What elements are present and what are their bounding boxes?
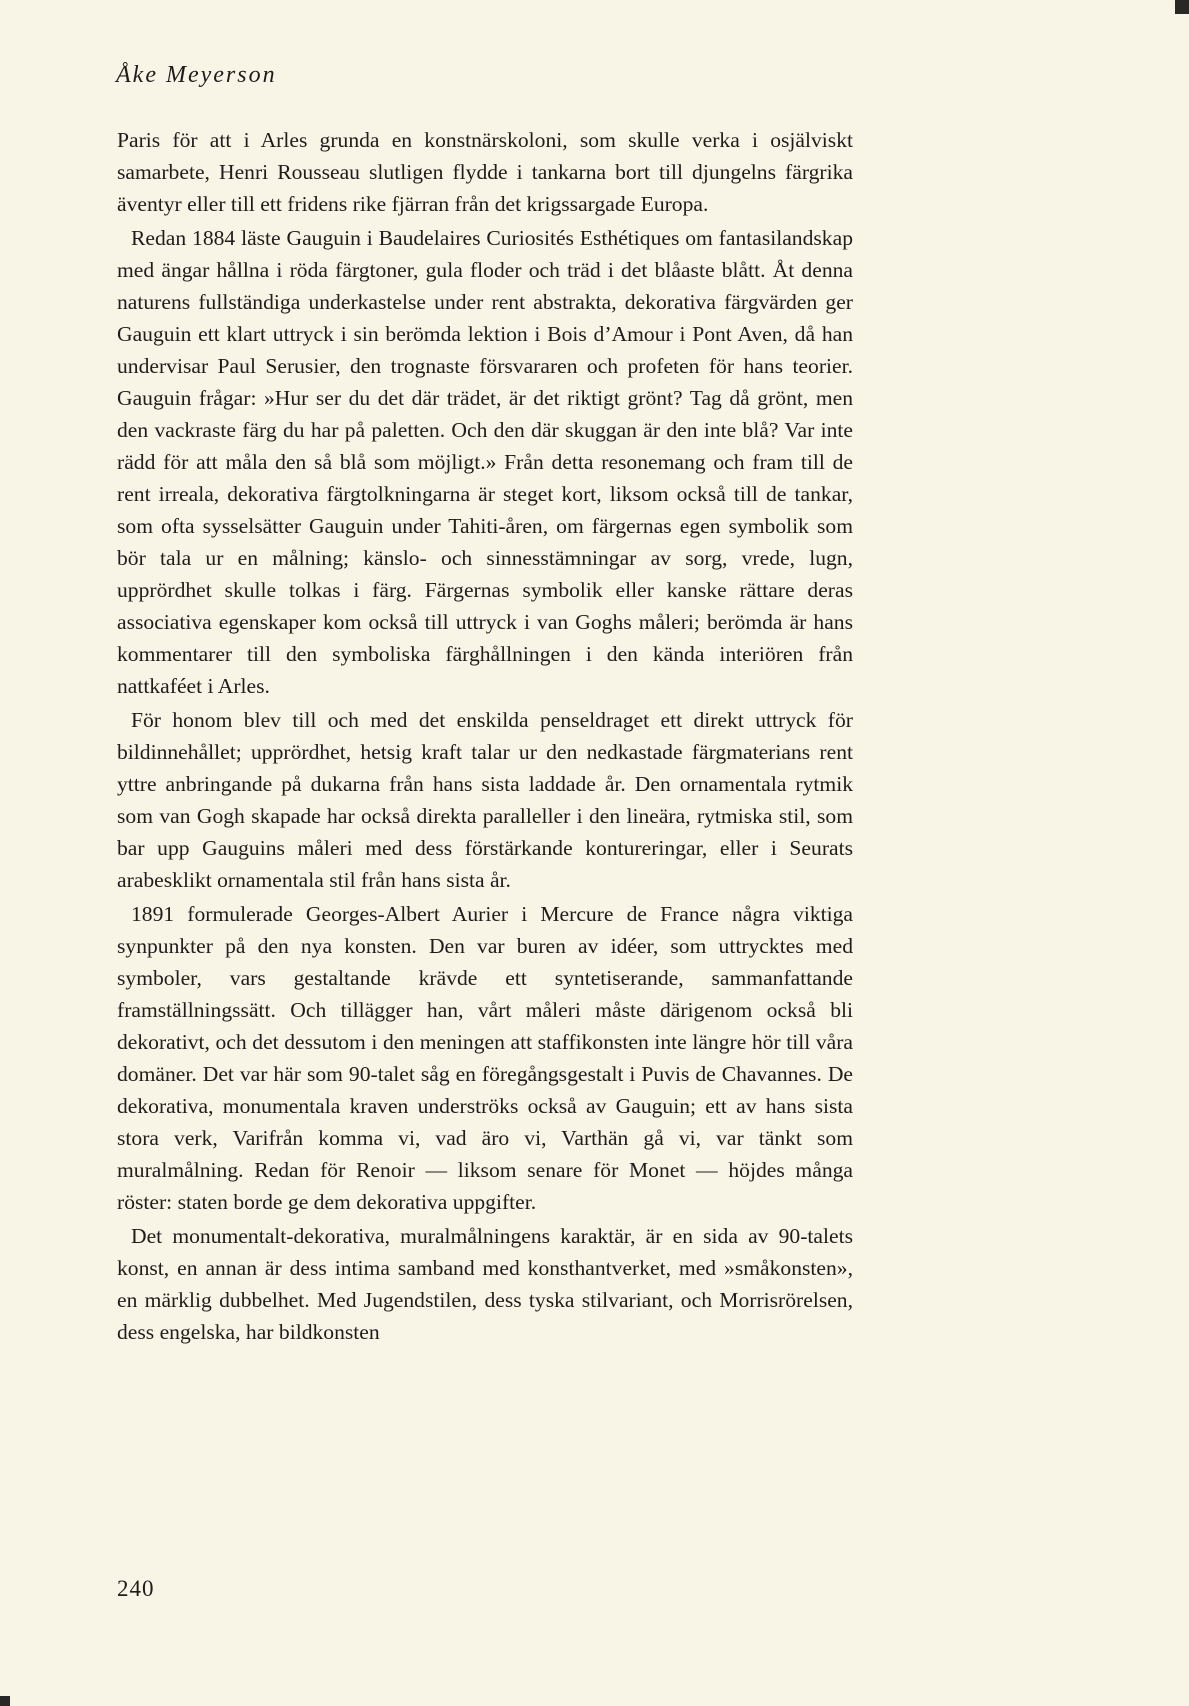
scan-corner-mark — [1175, 0, 1189, 14]
running-head-author: Åke Meyerson — [116, 62, 277, 88]
scan-corner-mark-bottom — [0, 1696, 10, 1706]
paragraph: Redan 1884 läste Gauguin i Baudelaires Curiosités Esthétiques om fantasilandskap med ängar hållna i röda färgtoner, gula floder och träd i det blåaste blått. Åt denna naturens fullständiga underkastelse under rent abstrakta, dekorativa färgvärden ger Gauguin ett klart uttryck i sin berömda lektion i Bois d’Amour i Pont Aven, då han undervisar Paul Serusier, den trognaste försvararen och profeten för hans teorier. Gauguin frågar: »Hur ser du det där trädet, är det riktigt grönt? Tag då grönt, men den vackraste färg du har på paletten. Och den där skuggan är den inte blå? Var inte rädd för att måla den så blå som möjligt.» Från detta resonemang och fram till de rent irreala, dekorativa färgtolkningarna är steget kort, liksom också till de tankar, som ofta sysselsätter Gauguin under Tahiti-åren, om färgernas egen symbolik som bör tala ur en målning; känslo- och sinnesstämningar av sorg, vrede, lugn, upprördhet skulle tolkas i färg. Färgernas symbolik eller kanske rättare deras associativa egenskaper kom också till uttryck i van Goghs måleri; berömda är hans kommentarer till den symboliska färghållningen i den kända interiören från nattkaféet i Arles. — [117, 226, 853, 698]
paragraph: Paris för att i Arles grunda en konstnärskoloni, som skulle verka i osjälviskt samarbete, Henri Rousseau slutligen flydde i tankarna bort till djungelns färgrika äventyr eller till ett fridens rike fjärran från det krigssargade Europa. — [117, 128, 853, 216]
paragraph: För honom blev till och med det enskilda penseldraget ett direkt uttryck för bildinnehållet; upprördhet, hetsig kraft talar ur den nedkastade färgmaterians rent yttre anbringande på dukarna från hans sista laddade år. Den ornamentala rytmik som van Gogh skapade har också direkta paralleller i den lineära, rytmiska stil, som bar upp Gauguins måleri med dess förstärkande kontureringar, eller i Seurats arabesklikt ornamentala stil från hans sista år. — [117, 708, 853, 892]
body-text — [117, 124, 853, 1348]
paragraph: 1891 formulerade Georges-Albert Aurier i Mercure de France några viktiga synpunkter på den nya konsten. Den var buren av idéer, som uttrycktes med symboler, vars gestaltande krävde ett syntetiserande, sammanfattande framställningssätt. Och tillägger han, vårt måleri måste därigenom också bli dekorativt, och det dessutom i den meningen att staffikonsten inte längre hör till våra domäner. Det var här som 90-talet såg en föregångsgestalt i Puvis de Chavannes. De dekorativa, monumentala kraven underströks också av Gauguin; ett av hans sista stora verk, Varifrån komma vi, vad äro vi, Varthän gå vi, var tänkt som muralmålning. Redan för Renoir — liksom senare för Monet — höjdes många röster: staten borde ge dem dekorativa uppgifter. — [117, 902, 853, 1214]
page-number: 240 — [117, 1576, 155, 1601]
paragraph: Det monumentalt-dekorativa, muralmålningens karaktär, är en sida av 90-talets konst, en annan är dess intima samband med konsthantverket, med »småkonsten», en märklig dubbelhet. Med Jugendstilen, dess tyska stilvariant, och Morrisrörelsen, dess engelska, har bildkonsten — [117, 1224, 853, 1344]
